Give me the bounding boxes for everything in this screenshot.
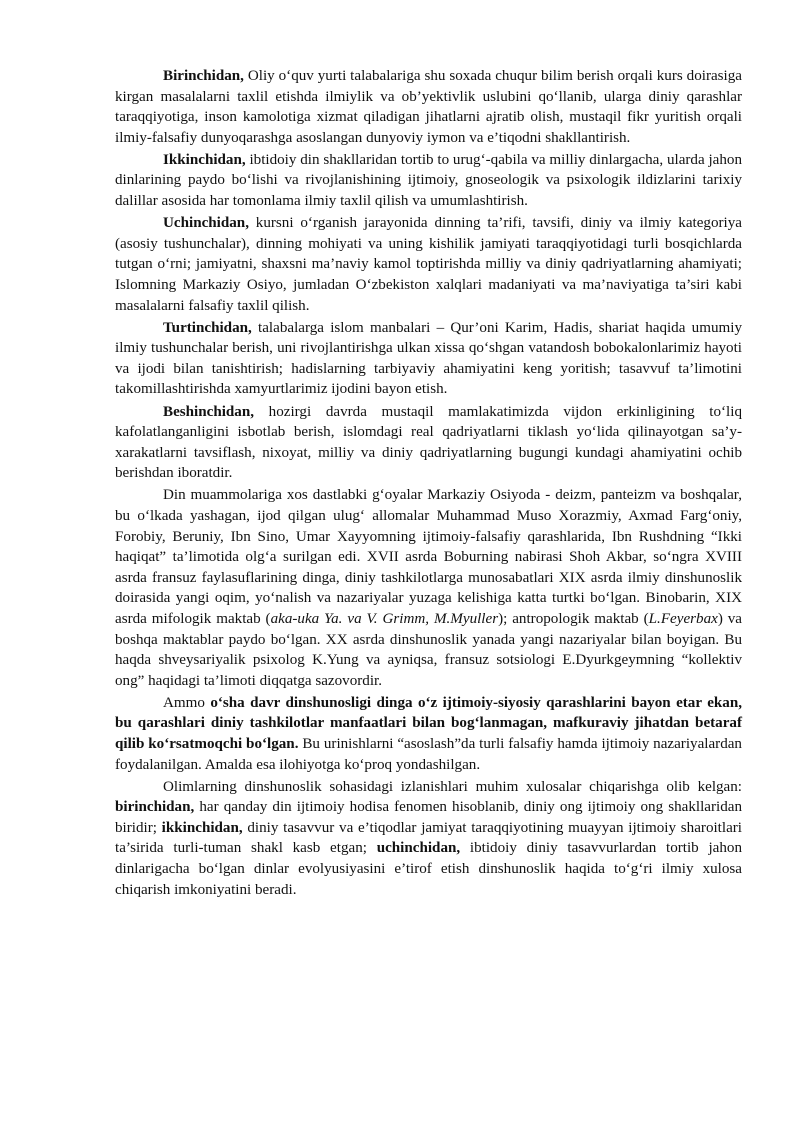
paragraph-text: ); antropologik maktab ( [498, 610, 649, 627]
bold-emphasis: birinchidan, [115, 799, 195, 816]
bold-emphasis: uchinchidan, [376, 840, 461, 857]
italic-names: aka-uka Ya. va V. Grimm, M.Myuller [270, 610, 499, 627]
paragraph-text: talabalarga islom manbalari – Qur’oni Karim, Hadis, shariat haqida umumiy ilmiy tushunchalar berish, uni rivojlantirishga ulkan xissa qo‘shgan vatandosh bobokalonlarimiz hayoti va ijodi bilan tanishtirish; hadislarning tarbiyaviy ahamiyatini keng yoritish; tasavvuf ta’limotini takomillashtirishda xamyurtlarimiz ijodini bayon etish. [115, 319, 742, 398]
paragraph-ikkinchidan [115, 150, 742, 212]
paragraph-history [115, 485, 742, 691]
paragraph-text: har qanday din ijtimoiy hodisa fenomen hisoblanib, diniy ong ijtimoiy ong shakllaridan biridir; [115, 799, 742, 836]
paragraph-text: Bu urinishlarni “asoslash”da turli falsafiy hamda ijtimoiy nazariyalardan foydalanilgan. Amalda esa ilohiyotga ko‘proq yondashilgan. [115, 736, 742, 773]
document-page [115, 66, 742, 902]
paragraph-lead: Beshinchidan, [163, 403, 255, 420]
paragraph-turtinchidan [115, 318, 742, 400]
paragraph-text: hozirgi davrda mustaqil mamlakatimizda vijdon erkinligining to‘liq kafolatlanganligini isbotlab berish, islomdagi real qadriyatlarni tiklash yo‘lida qilinayotgan sa’y-xarakatlarni tavsiflash, nixoyat, milliy va diniy qadriyatlarning bugungi kundagi ahamiyatini ochib berishdan iboratdir. [115, 403, 742, 482]
paragraph-text: Oliy o‘quv yurti talabalariga shu soxada chuqur bilim berish orqali kurs doirasiga kirgan masalalarni taxlil etishda ilmiylik va ob’yektivlik uslubini qo‘llanib, ularga diniy qarashlar taraqqiyotiga, inson kamolotiga xizmat qiladigan jihatlarni ajratib olish, mustaqil fikr yuritish orqali ilmiy-falsafiy dunyoqarashga asoslangan dunyoviy iymon va e’tiqodni shakllantirish. [115, 68, 742, 146]
paragraph-lead: Turtinchidan, [163, 319, 252, 336]
paragraph-text: ) va boshqa maktablar paydo bo‘lgan. XX asrda dinshunoslik yanada yangi nazariyalar bilan boyigan. Bu haqda shveysariyalik psixolog K.Yung va ayniqsa, fransuz sotsiologi E.Dyurkgeymning “kollektiv ong” haqidagi ta’limoti diqqatga sazovordir. [115, 610, 743, 689]
paragraph-text: Olimlarning dinshunoslik sohasidagi izlanishlari muhim xulosalar chiqarishga olib kelgan: [163, 778, 742, 795]
paragraph-lead: Ikkinchidan, [163, 151, 246, 168]
paragraph-birinchidan [115, 66, 742, 148]
bold-emphasis: o‘sha davr dinshunosligi dinga o‘z ijtimoiy-siyosiy qarashlarini bayon etar ekan, bu qarashlari diniy tashkilotlar manfaatlari bilan bog‘lanmagan, mafkuraviy jihatdan betaraf qilib ko‘rsatmoqchi bo‘lgan. [115, 694, 742, 752]
paragraph-text: Din muammolariga xos dastlabki g‘oyalar Markaziy Osiyoda - deizm, panteizm va boshqalar, bu o‘lkada yashagan, ijod qilgan ulug‘ allomalar Muhammad Muso Xorazmiy, Axmad Farg‘oniy, Forobiy, Beruniy, Ibn Sino, Umar Xayyomning ijtimoiy-falsafiy qarashlarida, Ibn Rushdning “Ikki haqiqat” ta’limotida olg‘a surilgan edi. XVII asrda Boburning nabirasi Shoh Akbar, so‘ngra XVIII asrda fransuz faylasuflarining dinga, diniy tashkilotlarga munosabatlari XIX asrda ilmiy dinshunoslik doirasida yangi oqim, yo‘nalish va nazariyalar yuzaga kelishiga katta turtki bo‘lgan. Binobarin, XIX asrda mifologik maktab ( [115, 487, 742, 627]
italic-names: L.Feyerbax [648, 610, 718, 627]
paragraph-text: diniy tasavvur va e’tiqodlar jamiyat taraqqiyotining muayyan ijtimoiy sharoitlari ta’sirida turli-tuman shakl kasb etgan; [115, 819, 742, 857]
paragraph-text: ibtidoiy diniy tasavvurlardan tortib jahon dinlarigacha bo‘lgan dinlar evolyusiyasini e’tirof etish dinshunoslik haqida to‘g‘ri ilmiy xulosa chiqarish imkoniyatini beradi. [115, 840, 742, 898]
paragraph-beshinchidan [115, 402, 742, 484]
paragraph-lead: Birinchidan, [163, 68, 244, 84]
paragraph-lead: Uchinchidan, [163, 215, 249, 232]
paragraph-text: Ammo [163, 694, 211, 711]
paragraph-uchinchidan [115, 213, 742, 316]
bold-emphasis: ikkinchidan, [161, 819, 243, 836]
paragraph-text: ibtidoiy din shakllaridan tortib to urug‘-qabila va milliy dinlargacha, ularda jahon dinlarining paydo bo‘lishi va rivojlanishining ijtimoiy, gnoseologik va psixologik ildizlarini tarixiy dalillar asosida har tomonlama ilmiy taxlil qilish va umumlashtirish. [115, 151, 742, 210]
paragraph-ammo [115, 693, 742, 775]
paragraph-conclusions [115, 777, 742, 901]
paragraph-text: kursni o‘rganish jarayonida dinning ta’rifi, tavsifi, diniy va ilmiy kategoriya (asosiy tushunchalar), dinning mohiyati va uning kishilik jamiyati taraqqiyotidagi turli bosqichlarda tutgan o‘rni; jamiyatni, shaxsni ma’naviy kamol toptirishda milliy va diniy qadriyatlarning ahamiyati; Islomning Markaziy Osiyo, jumladan O‘zbekiston xalqlari madaniyati va ma’naviyatiga ta’siri kabi masalalarni falsafiy taxlil qilish. [115, 215, 742, 314]
